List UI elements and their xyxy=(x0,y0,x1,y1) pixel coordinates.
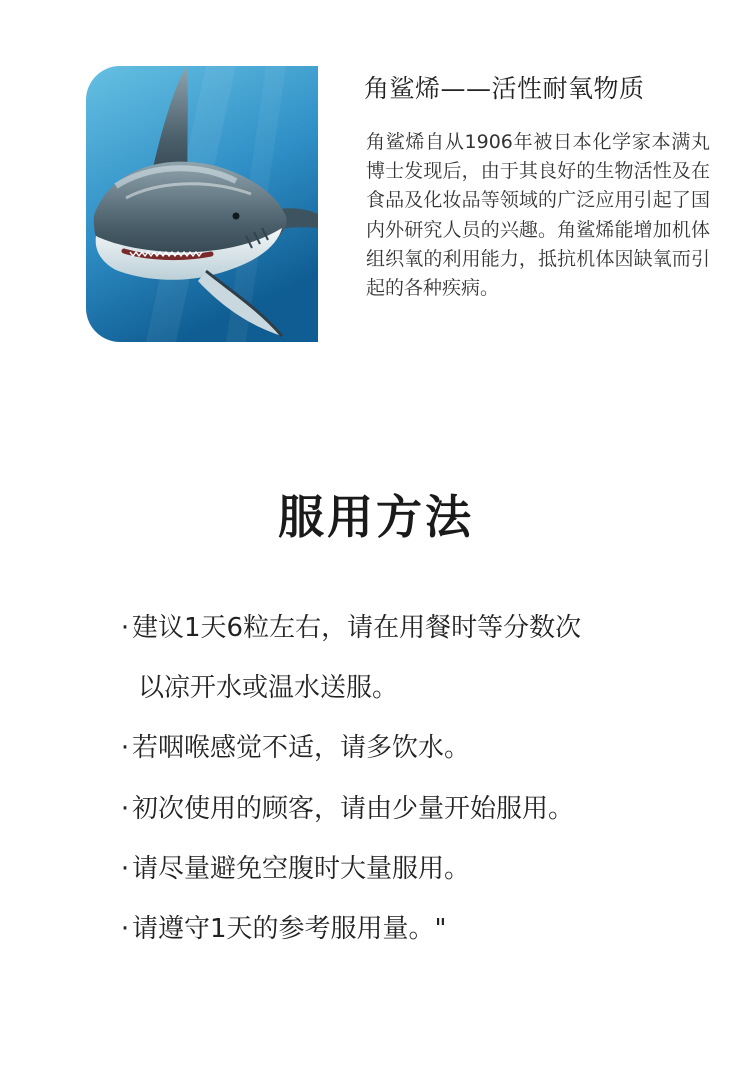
usage-item-3 xyxy=(118,785,738,845)
bullet-dot: · xyxy=(120,793,130,824)
usage-item-5 xyxy=(118,905,738,965)
intro-paragraph: 角鲨烯自从1906年被日本化学家本满丸博士发现后，由于其良好的生物活性及在食品及化妆品等领域的广泛应用引起了国内外研究人员的兴趣。角鲨烯能增加机体组织氧的利用能力，抵抗机体因缺氧而引起的各种疾病。 xyxy=(366,131,710,300)
usage-text-5: 请尽量避免空腹时大量服用。 xyxy=(132,853,471,884)
shark-photo xyxy=(86,66,318,342)
bullet-dot: · xyxy=(120,853,130,884)
usage-item-4 xyxy=(118,845,738,905)
bullet-dot: · xyxy=(120,613,130,643)
usage-text-2: 以凉开水或温水送服。 xyxy=(138,673,399,704)
intro-title: 角鲨烯——活性耐氧物质 xyxy=(364,74,645,103)
usage-item-1 xyxy=(118,604,738,664)
usage-text-6: 请遵守1天的参考服用量。" xyxy=(132,913,447,944)
bullet-dot: · xyxy=(120,913,130,944)
usage-text-3: 若咽喉感觉不适，请多饮水。 xyxy=(132,733,471,764)
usage-item-2 xyxy=(118,724,738,784)
usage-text-1: 建议1天6粒左右，请在用餐时等分数次 xyxy=(132,613,582,643)
usage-item-1-continued xyxy=(118,664,738,724)
shark-illustration xyxy=(86,66,318,342)
bullet-dot: · xyxy=(120,733,130,764)
usage-text-4: 初次使用的顾客，请由少量开始服用。 xyxy=(132,793,575,824)
usage-heading: 服用方法 xyxy=(278,490,474,544)
usage-list xyxy=(118,604,738,965)
